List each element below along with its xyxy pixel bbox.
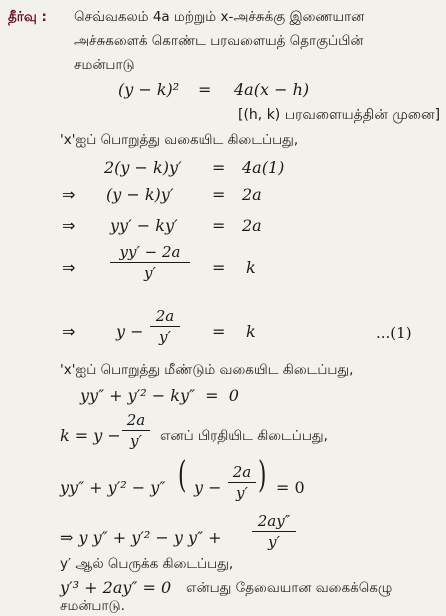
eq5-equals: = — [212, 258, 226, 277]
intro-line-2: அச்சுகளைக் கொண்ட பரவளையத் தொகுப்பின் — [74, 33, 364, 49]
eq3-lhs: (y − k)y′ — [106, 185, 174, 204]
eq4-rhs: 2a — [242, 216, 262, 235]
final-text: என்பது தேவையான வகைக்கெழு — [186, 580, 393, 596]
differentiate-line-2: 'x'ஐப் பொறுத்து மீண்டும் வகையிட கிடைப்பது, — [60, 362, 354, 378]
eq1-lhs: (y − k)² — [118, 80, 180, 99]
final-equation: y′³ + 2ay″ = 0 — [60, 578, 172, 597]
implies-arrow-2: ⇒ — [62, 216, 76, 235]
vertex-note: [(h, k) பரவளையத்தின் முனை] — [238, 107, 441, 123]
implies-arrow-3: ⇒ — [62, 258, 76, 277]
eq8-k: k = y − — [60, 426, 121, 445]
implies-arrow-4: ⇒ — [62, 322, 76, 341]
eq9-denominator: y′ — [236, 484, 248, 502]
eq9-fraction — [228, 463, 256, 502]
eq1-rhs: 4a(x − h) — [234, 80, 310, 99]
eq3-equals: = — [212, 185, 226, 204]
eq6-fraction — [150, 307, 180, 346]
eq8-numerator: 2a — [122, 411, 150, 431]
eq1-equals: = — [198, 80, 212, 99]
eq10-denominator: y′ — [268, 533, 280, 551]
eq10-numerator: 2ay″ — [252, 512, 296, 532]
eq9-numerator: 2a — [228, 463, 256, 483]
eq9-end: = 0 — [276, 478, 305, 497]
eq6-equals: = — [212, 322, 226, 341]
eq10-fraction — [252, 512, 296, 551]
eq2-lhs: 2(y − k)y′ — [104, 158, 182, 177]
eq9-left-paren: ( — [178, 455, 187, 496]
eq5-denominator: y′ — [144, 264, 156, 282]
eq6-rhs: k — [246, 322, 256, 341]
eq6-denominator: y′ — [159, 328, 171, 346]
eq10-left: ⇒ y y″ + y′² − y y″ + — [60, 528, 222, 547]
eq9-left: yy″ + y′² − y″ — [60, 478, 166, 497]
substitute-text: எனப் பிரதியிட கிடைப்பது, — [160, 428, 328, 444]
eq5-fraction — [110, 243, 190, 282]
solution-label: தீர்வு : — [8, 9, 47, 25]
intro-line-1: செவ்வகலம் 4a மற்றும் x-அச்சுக்கு இணையான — [74, 9, 365, 25]
differentiate-line-1: 'x'ஐப் பொறுத்து வகையிட கிடைப்பது, — [60, 132, 299, 148]
equation-tag-1: ...(1) — [376, 324, 412, 342]
eq9-inner: y − — [194, 478, 222, 497]
multiply-line: y′ ஆல் பெருக்க கிடைப்பது, — [60, 556, 234, 572]
eq8-fraction — [122, 411, 150, 450]
eq7: yy″ + y′² − ky″ = 0 — [80, 386, 239, 405]
eq4-lhs: yy′ − ky′ — [110, 216, 178, 235]
implies-arrow-1: ⇒ — [62, 185, 76, 204]
eq3-rhs: 2a — [242, 185, 262, 204]
eq8-denominator: y′ — [130, 432, 142, 450]
eq5-rhs: k — [246, 258, 256, 277]
eq6-y: y − — [116, 322, 144, 341]
eq2-rhs: 4a(1) — [242, 158, 285, 177]
final-text-2: சமன்பாடு. — [60, 598, 125, 614]
eq6-numerator: 2a — [150, 307, 180, 327]
eq9-right-paren: ) — [258, 455, 267, 496]
eq5-numerator: yy′ − 2a — [110, 243, 190, 263]
intro-line-3: சமன்பாடு — [74, 57, 135, 73]
eq2-equals: = — [212, 158, 226, 177]
eq4-equals: = — [212, 216, 226, 235]
